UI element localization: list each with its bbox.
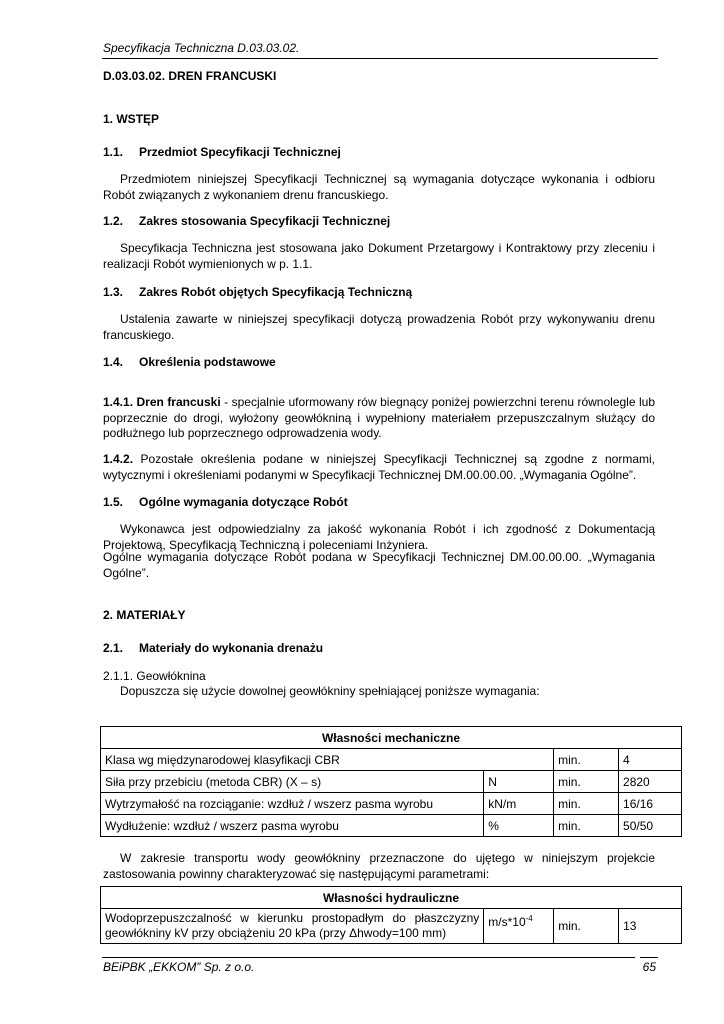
- definition-text: - specjalnie uformowany rów biegnący poniżej powierzchni terenu równolegle lub poprzecznie do drogi, wyłożony geowłókniną i wypełniony materiałem przepuszczalnym służący do podłużnego lub poprzecznego odprowadzenia wody.: [103, 395, 655, 440]
- section-2-heading: [103, 608, 185, 622]
- property-name: Wodoprzepuszczalność w kierunku prostopadłym do płaszczyzny geowłókniny kV przy obciążeniu 20 kPa (przy Δhwody=100 mm): [101, 909, 484, 944]
- property-value: 16/16: [619, 793, 682, 815]
- table-row: [101, 793, 682, 815]
- section-title: Ogólne wymagania dotyczące Robót: [139, 495, 348, 509]
- section-1-1-text: Przedmiotem niniejszej Specyfikacji Technicznej są wymagania dotyczące wykonania i odbioru Robót związanych z wykonaniem drenu francuskiego.: [103, 172, 655, 202]
- table-row: [101, 909, 682, 944]
- unit-exponent: -4: [525, 914, 533, 923]
- footer-rule: [102, 957, 635, 958]
- mechanical-properties-table: [100, 726, 682, 837]
- section-1-heading: [103, 112, 159, 126]
- section-1-5-heading: [103, 495, 348, 509]
- section-1-5-text-1: Wykonawca jest odpowiedzialny za jakość wykonania Robót i ich zgodność z Dokumentacją Projektową, Specyfikacją Techniczną i poleceniami Inżyniera.: [103, 522, 655, 552]
- definition-1-4-2: [103, 452, 655, 483]
- property-unit: [484, 909, 554, 944]
- section-number: 1.: [103, 112, 114, 126]
- section-title: Przedmiot Specyfikacji Technicznej: [139, 145, 341, 159]
- footer-company: BEiPBK „EKKOM” Sp. z o.o.: [103, 960, 255, 974]
- section-number: 1.4.: [103, 355, 124, 369]
- definition-lead: 1.4.2.: [103, 452, 134, 466]
- table-header: Własności mechaniczne: [101, 727, 682, 749]
- section-number: 1.3.: [103, 285, 124, 299]
- section-1-4-heading: [103, 355, 276, 369]
- property-value: 13: [619, 909, 682, 944]
- table-header-row: [101, 727, 682, 749]
- definition-text: Pozostałe określenia podane w niniejszej Specyfikacji Technicznej są zgodne z normami, wytycznymi i określeniami podanymi w Specyfikacji Technicznej DM.00.00.00. „Wymagania Ogólne”.: [103, 452, 655, 482]
- page-number: 65: [642, 960, 656, 974]
- section-title: WSTĘP: [116, 112, 160, 126]
- table-row: [101, 771, 682, 793]
- property-value: 2820: [619, 771, 682, 793]
- property-condition: min.: [554, 793, 619, 815]
- hydraulic-properties-table: [100, 886, 682, 944]
- subsection-2-1-1-text: Dopuszcza się użycie dowolnej geowłókniny spełniającej poniższe wymagania:: [120, 684, 540, 698]
- section-title: Materiały do wykonania drenażu: [139, 641, 324, 655]
- section-1-5-text-2: Ogólne wymagania dotyczące Robót podana w Specyfikacji Technicznej DM.00.00.00. „Wymagania Ogólne”.: [103, 550, 655, 580]
- property-value: 50/50: [619, 815, 682, 837]
- section-2-1-heading: [103, 641, 323, 655]
- section-title: Określenia podstawowe: [139, 355, 276, 369]
- property-name: Klasa wg międzynarodowej klasyfikacji CBR: [101, 749, 554, 771]
- subsection-2-1-1: 2.1.1. Geowłóknina: [103, 669, 206, 683]
- table-header-row: [101, 887, 682, 909]
- section-1-1-heading: [103, 145, 341, 159]
- property-unit: N: [484, 771, 554, 793]
- property-condition: min.: [554, 771, 619, 793]
- section-title: MATERIAŁY: [116, 608, 186, 622]
- section-1-3-text: Ustalenia zawarte w niniejszej specyfikacji dotyczą prowadzenia Robót przy wykonywaniu drenu francuskiego.: [103, 312, 655, 342]
- unit-base: m/s*10: [488, 915, 526, 929]
- hydraulic-intro-text: W zakresie transportu wody geowłókniny przeznaczone do ujętego w niniejszym projekcie zastosowania powinny charakteryzować się następującymi parametrami:: [103, 851, 655, 881]
- footer-rule-page: [640, 957, 658, 958]
- section-number: 2.: [103, 608, 114, 622]
- section-number: 1.2.: [103, 214, 124, 228]
- section-number: 1.5.: [103, 495, 124, 509]
- definition-1-4-1: [103, 395, 655, 442]
- property-condition: min.: [554, 909, 619, 944]
- property-unit: %: [484, 815, 554, 837]
- property-name: Siła przy przebiciu (metoda CBR) (X – s): [101, 771, 484, 793]
- section-number: 2.1.: [103, 641, 124, 655]
- section-1-3-heading: [103, 285, 412, 299]
- header-rule: [102, 58, 658, 59]
- running-header: Specyfikacja Techniczna D.03.03.02.: [103, 41, 300, 55]
- document-title: D.03.03.02. DREN FRANCUSKI: [103, 69, 277, 83]
- section-1-2-heading: [103, 214, 390, 228]
- table-header: Własności hydrauliczne: [101, 887, 682, 909]
- section-title: Zakres Robót objętych Specyfikacją Techniczną: [139, 285, 413, 299]
- property-condition: min.: [554, 815, 619, 837]
- definition-lead: 1.4.1. Dren francuski: [103, 395, 221, 409]
- property-value: 4: [619, 749, 682, 771]
- table-row: [101, 815, 682, 837]
- section-1-2-text: Specyfikacja Techniczna jest stosowana jako Dokument Przetargowy i Kontraktowy przy zleceniu i realizacji Robót wymienionych w p. 1.1.: [103, 241, 655, 271]
- property-unit: kN/m: [484, 793, 554, 815]
- table-row: [101, 749, 682, 771]
- section-number: 1.1.: [103, 145, 124, 159]
- property-condition: min.: [554, 749, 619, 771]
- property-name: Wydłużenie: wzdłuż / wszerz pasma wyrobu: [101, 815, 484, 837]
- property-name: Wytrzymałość na rozciąganie: wzdłuż / wszerz pasma wyrobu: [101, 793, 484, 815]
- section-title: Zakres stosowania Specyfikacji Technicznej: [139, 214, 391, 228]
